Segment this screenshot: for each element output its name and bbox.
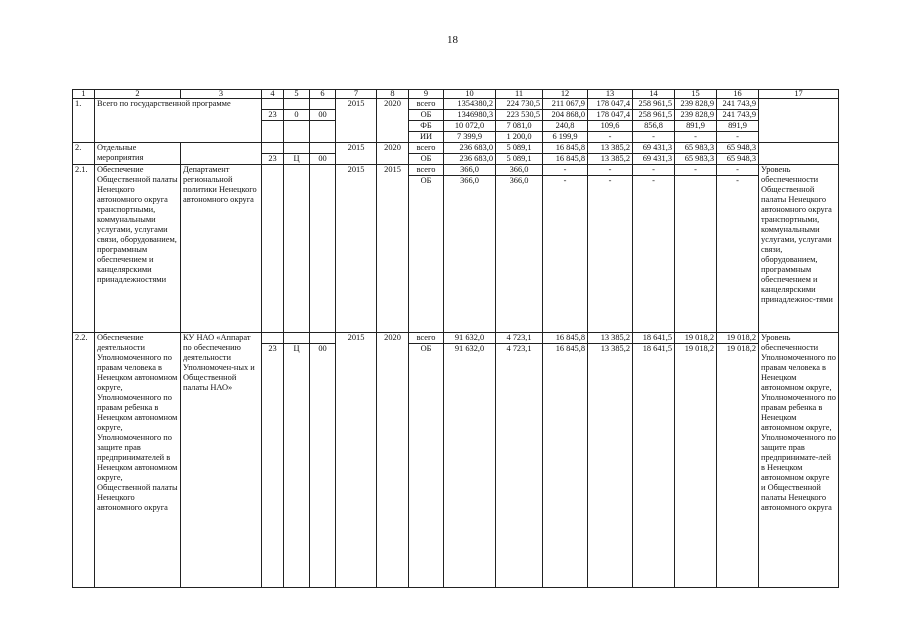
row-number: 1. xyxy=(73,99,95,143)
value-cell: 18 641,5 xyxy=(633,344,675,588)
value-cell: 366,0 xyxy=(496,165,543,176)
header-cell: 16 xyxy=(717,90,759,99)
value-cell: 236 683,0 xyxy=(444,154,496,165)
value-cell: 223 530,5 xyxy=(496,110,543,121)
source-cell: всего xyxy=(409,165,444,176)
value-cell: 19 018,2 xyxy=(675,333,717,344)
value-cell: 5 089,1 xyxy=(496,143,543,154)
source-cell: ОБ xyxy=(409,344,444,588)
table-row xyxy=(73,143,839,154)
value-cell: 1 200,0 xyxy=(496,132,543,143)
indicator-cell: Уровень обеспеченности Уполномоченного по правам человека в Ненецком автономном округе, Уполномоченного по правам ребенка в Ненецком автономном округе, Уполномоченного по защите прав предпринимате-лей в Ненецком автономном округе и Общественной палаты Ненецкого автономного округа xyxy=(759,333,839,588)
code-cell: 23 xyxy=(262,154,284,165)
value-cell: 178 047,4 xyxy=(588,99,633,110)
source-cell: всего xyxy=(409,143,444,154)
source-cell: ОБ xyxy=(409,154,444,165)
value-cell: 19 018,2 xyxy=(717,333,759,344)
table-row xyxy=(73,165,839,176)
value-cell: 7 399,9 xyxy=(444,132,496,143)
header-cell: 2 xyxy=(95,90,181,99)
indicator-cell: Уровень обеспеченности Общественной палаты Ненецкого автономного округа транспортными, коммунальными услугами, услугами связи, оборудованием, программным обеспечением и канцелярскими принадлежнос-тями xyxy=(759,165,839,333)
row-title: Всего по государственной программе xyxy=(95,99,262,143)
value-cell: - xyxy=(675,132,717,143)
value-cell: 91 632,0 xyxy=(444,344,496,588)
indicator-cell xyxy=(759,99,839,143)
value-cell: 19 018,2 xyxy=(717,344,759,588)
start-year: 2015 xyxy=(336,99,377,143)
code-cell xyxy=(310,121,336,143)
row-title: Отдельные мероприятия xyxy=(95,143,181,165)
end-year: 2020 xyxy=(377,333,409,588)
code-cell xyxy=(262,143,284,154)
value-cell: 19 018,2 xyxy=(675,344,717,588)
value-cell: - xyxy=(588,176,633,333)
value-cell: 4 723,1 xyxy=(496,344,543,588)
value-cell: - xyxy=(675,165,717,176)
value-cell: 16 845,8 xyxy=(543,154,588,165)
value-cell: 241 743,9 xyxy=(717,99,759,110)
value-cell: 4 723,1 xyxy=(496,333,543,344)
value-cell: - xyxy=(717,176,759,333)
start-year: 2015 xyxy=(336,333,377,588)
header-cell: 10 xyxy=(444,90,496,99)
value-cell: 891,9 xyxy=(675,121,717,132)
value-cell: - xyxy=(588,165,633,176)
code-cell xyxy=(262,165,284,333)
header-cell: 4 xyxy=(262,90,284,99)
header-cell: 13 xyxy=(588,90,633,99)
value-cell: 13 385,2 xyxy=(588,344,633,588)
value-cell: - xyxy=(588,132,633,143)
source-cell: ОБ xyxy=(409,110,444,121)
source-cell: ИИ xyxy=(409,132,444,143)
header-cell: 3 xyxy=(181,90,262,99)
value-cell: 258 961,5 xyxy=(633,99,675,110)
value-cell: 6 199,9 xyxy=(543,132,588,143)
value-cell: 856,8 xyxy=(633,121,675,132)
value-cell: - xyxy=(543,165,588,176)
executor-cell xyxy=(181,143,262,165)
code-cell xyxy=(262,121,284,143)
row-title: Обеспечение Общественной палаты Ненецкого автономного округа транспортными, коммунальными услугами, услугами связи, оборудованием, программным обеспечением и канцелярскими принадлежностями xyxy=(95,165,181,333)
source-cell: всего xyxy=(409,333,444,344)
value-cell: - xyxy=(717,165,759,176)
header-cell: 5 xyxy=(284,90,310,99)
code-cell: 0 xyxy=(284,110,310,121)
code-cell: 00 xyxy=(310,344,336,588)
value-cell: 69 431,3 xyxy=(633,154,675,165)
value-cell: - xyxy=(633,176,675,333)
value-cell: 224 730,5 xyxy=(496,99,543,110)
executor-cell: Департамент региональной политики Ненецкого автономного округа xyxy=(181,165,262,333)
value-cell: 7 081,0 xyxy=(496,121,543,132)
code-cell xyxy=(262,99,284,110)
value-cell: 239 828,9 xyxy=(675,99,717,110)
code-cell: 23 xyxy=(262,110,284,121)
value-cell xyxy=(675,176,717,333)
value-cell: 13 385,2 xyxy=(588,333,633,344)
end-year: 2020 xyxy=(377,99,409,143)
value-cell: 1346980,3 xyxy=(444,110,496,121)
code-cell: Ц xyxy=(284,344,310,588)
table-row xyxy=(73,99,839,110)
value-cell: 16 845,8 xyxy=(543,333,588,344)
value-cell: 178 047,4 xyxy=(588,110,633,121)
header-cell: 6 xyxy=(310,90,336,99)
page-number: 18 xyxy=(447,34,458,46)
value-cell: 1354380,2 xyxy=(444,99,496,110)
value-cell: 241 743,9 xyxy=(717,110,759,121)
value-cell: 65 983,3 xyxy=(675,143,717,154)
value-cell: 13 385,2 xyxy=(588,154,633,165)
code-cell xyxy=(310,165,336,333)
header-cell: 9 xyxy=(409,90,444,99)
value-cell: 366,0 xyxy=(496,176,543,333)
source-cell: ОБ xyxy=(409,176,444,333)
value-cell: 65 948,3 xyxy=(717,143,759,154)
value-cell: 258 961,5 xyxy=(633,110,675,121)
header-cell: 17 xyxy=(759,90,839,99)
source-cell: всего xyxy=(409,99,444,110)
row-title: Обеспечение деятельности Уполномоченного по правам человека в Ненецком автономном округе, Уполномоченного по правам ребенка в Ненецком автономном округе, Уполномоченного по защите прав предпринимателей в Ненецком автономном округе, Общественной палаты Ненецкого автономного округа xyxy=(95,333,181,588)
program-table xyxy=(72,89,839,588)
value-cell: 16 845,8 xyxy=(543,143,588,154)
code-cell xyxy=(262,333,284,344)
row-number: 2. xyxy=(73,143,95,165)
value-cell: 109,6 xyxy=(588,121,633,132)
value-cell: 91 632,0 xyxy=(444,333,496,344)
header-cell: 1 xyxy=(73,90,95,99)
code-cell xyxy=(310,143,336,154)
value-cell: 16 845,8 xyxy=(543,344,588,588)
header-cell: 12 xyxy=(543,90,588,99)
end-year: 2020 xyxy=(377,143,409,165)
code-cell xyxy=(284,99,310,110)
code-cell: 00 xyxy=(310,154,336,165)
value-cell: 18 641,5 xyxy=(633,333,675,344)
value-cell: 69 431,3 xyxy=(633,143,675,154)
value-cell: - xyxy=(633,132,675,143)
table-row xyxy=(73,333,839,344)
code-cell: Ц xyxy=(284,154,310,165)
value-cell: 366,0 xyxy=(444,176,496,333)
header-cell: 14 xyxy=(633,90,675,99)
value-cell: 211 067,9 xyxy=(543,99,588,110)
header-cell: 11 xyxy=(496,90,543,99)
value-cell: - xyxy=(633,165,675,176)
code-cell xyxy=(284,165,310,333)
value-cell: - xyxy=(717,132,759,143)
code-cell xyxy=(284,143,310,154)
value-cell: 65 948,3 xyxy=(717,154,759,165)
header-row xyxy=(73,90,839,99)
executor-cell: КУ НАО «Аппарат по обеспечению деятельности Уполномочен-ных и Общественной палаты НАО» xyxy=(181,333,262,588)
value-cell: 240,8 xyxy=(543,121,588,132)
code-cell: 23 xyxy=(262,344,284,588)
code-cell: 00 xyxy=(310,110,336,121)
value-cell: 366,0 xyxy=(444,165,496,176)
source-cell: ФБ xyxy=(409,121,444,132)
end-year: 2015 xyxy=(377,165,409,333)
code-cell xyxy=(284,121,310,143)
start-year: 2015 xyxy=(336,165,377,333)
indicator-cell xyxy=(759,143,839,165)
value-cell: 236 683,0 xyxy=(444,143,496,154)
header-cell: 8 xyxy=(377,90,409,99)
row-number: 2.1. xyxy=(73,165,95,333)
value-cell: 5 089,1 xyxy=(496,154,543,165)
value-cell: - xyxy=(543,176,588,333)
header-cell: 15 xyxy=(675,90,717,99)
start-year: 2015 xyxy=(336,143,377,165)
header-cell: 7 xyxy=(336,90,377,99)
value-cell: 10 072,0 xyxy=(444,121,496,132)
value-cell: 13 385,2 xyxy=(588,143,633,154)
value-cell: 891,9 xyxy=(717,121,759,132)
code-cell xyxy=(284,333,310,344)
value-cell: 204 868,0 xyxy=(543,110,588,121)
value-cell: 239 828,9 xyxy=(675,110,717,121)
row-number: 2.2. xyxy=(73,333,95,588)
code-cell xyxy=(310,99,336,110)
value-cell: 65 983,3 xyxy=(675,154,717,165)
code-cell xyxy=(310,333,336,344)
